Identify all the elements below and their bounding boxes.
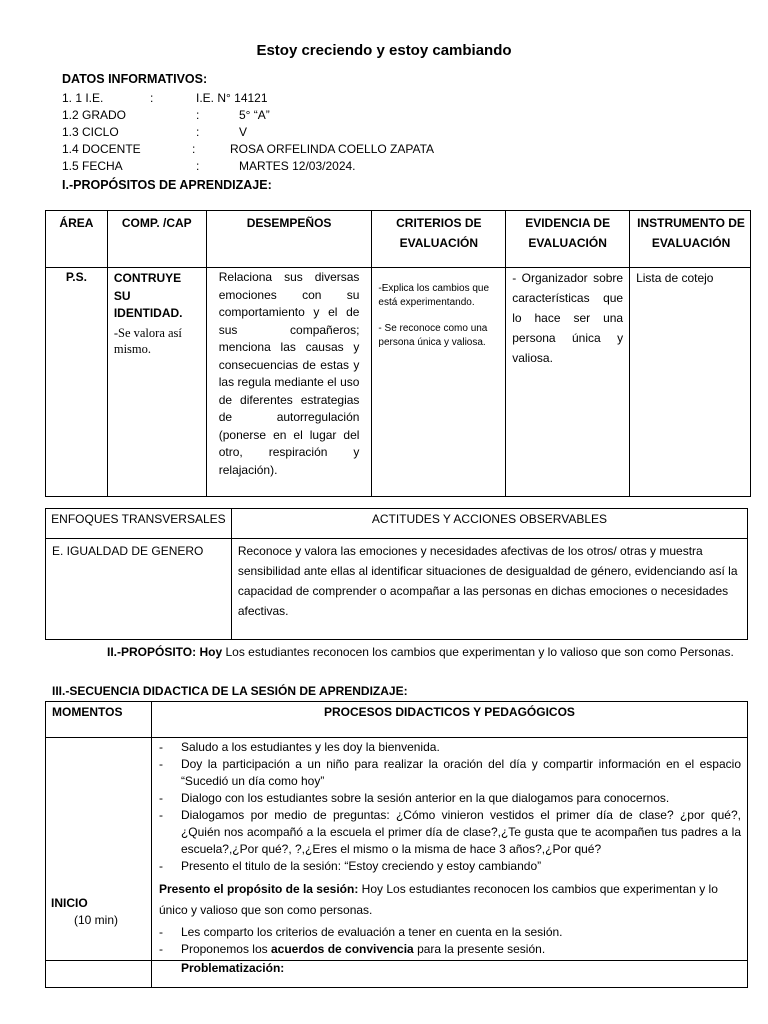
list-item-acuerdos (159, 941, 741, 958)
cell-area: P.S. (46, 268, 108, 497)
header-comp: COMP. /CAP (107, 211, 206, 268)
desempenos-text: Relaciona sus diversas emociones con su comportamiento y el de sus compañeros; menciona las causas y consecuencias de estas y las regula mediante el uso de diferentes estrategias de autorregulación (ponerse en el lugar del otro, respiración y relajación). (218, 270, 360, 477)
header-desempenos: DESEMPEÑOS (206, 211, 372, 268)
info-row-ciclo (62, 125, 582, 142)
header-procesos: PROCESOS DIDACTICOS Y PEDAGÓGICOS (151, 702, 747, 738)
secuencia-table (45, 701, 748, 988)
info-sep: : (150, 91, 154, 105)
proposito-text: Los estudiantes reconocen los cambios que experimentan y lo valioso que son como Personas. (225, 645, 734, 659)
proposito-hoy: Hoy (199, 645, 223, 659)
header-evidencia: EVIDENCIA DE EVALUACIÓN (506, 211, 630, 268)
info-value: I.E. N° 14121 (196, 91, 268, 105)
info-label: 1.5 FECHA (62, 159, 123, 173)
document-title: Estoy creciendo y estoy cambiando (256, 42, 512, 59)
criterios-list (152, 924, 747, 958)
propositos-table (45, 210, 751, 497)
list-item: - Les comparto los criterios de evaluación a tener en cuenta en la sesión. (159, 924, 741, 941)
info-label: 1.3 CICLO (62, 125, 119, 139)
acuerdos-pre: Proponemos los (180, 942, 268, 956)
evidencia-text: - Organizador sobre características que lo hace ser una persona única y valiosa. (512, 271, 624, 365)
cell-procesos (151, 738, 747, 961)
enfoques-table (45, 508, 748, 640)
section-secuencia-heading: III.-SECUENCIA DIDACTICA DE LA SESIÓN DE APRENDIZAJE: (52, 684, 408, 698)
list-item: - Presento el titulo de la sesión: “Estoy creciendo y estoy cambiando” (159, 858, 741, 875)
cell-evidencia (506, 268, 630, 497)
cell-comp (107, 268, 206, 497)
info-value: 5° “A” (239, 108, 270, 122)
info-row-fecha (62, 159, 582, 176)
info-sep: : (192, 142, 196, 156)
cell-criterios (372, 268, 506, 497)
list-item: - Dialogamos por medio de preguntas: ¿Cómo vinieron vestidos el primer día de clase? ¿por qué?, ¿Quién nos acompañó a la escuela el primer día de clase?,¿Te gusta que te acompañen tus padres a la escuela?,¿Por qué?, ?,¿Eres el mismo o la misma de hace 3 años?,¿Por qué? (159, 807, 741, 858)
info-value: MARTES 12/03/2024. (239, 159, 356, 173)
criterio-1: -Explica los cambios que está experimentando. (378, 283, 490, 308)
proposito-label: II.-PROPÓSITO: (107, 645, 197, 659)
header-momentos: MOMENTOS (46, 702, 152, 738)
header-instrumento: INSTRUMENTO DE EVALUACIÓN (630, 211, 751, 268)
presento-text: Hoy Los estudiantes reconocen los cambios que experimentan y lo único y valioso que son como personas. (158, 882, 718, 917)
info-sep: : (196, 125, 200, 139)
actividades-list (152, 738, 747, 875)
header-enfoques: ENFOQUES TRANSVERSALES (46, 509, 232, 539)
cell-enfoque: E. IGUALDAD DE GENERO (46, 539, 232, 640)
criterio-2: - Se reconoce como una persona única y valiosa. (378, 323, 488, 348)
info-row-grado (62, 108, 582, 125)
instrumento-text: Lista de cotejo (636, 271, 714, 285)
momento-inicio: INICIO (51, 896, 88, 910)
header-criterios: CRITERIOS DE EVALUACIÓN (372, 211, 506, 268)
cell-momento (46, 738, 152, 961)
header-actitudes: ACTITUDES Y ACCIONES OBSERVABLES (231, 509, 747, 539)
presento-proposito (152, 875, 747, 924)
list-item: - Doy la participación a un niño para realizar la oración del día y compartir información en el espacio “Sucedió un día como hoy” (159, 756, 741, 790)
header-area: ÁREA (46, 211, 108, 268)
list-item: - Dialogo con los estudiantes sobre la sesión anterior en la que dialogamos para conocernos. (159, 790, 741, 807)
datos-heading: DATOS INFORMATIVOS: (62, 72, 208, 86)
info-label: 1.2 GRADO (62, 108, 127, 122)
comp-competencia: CONTRUYE SU IDENTIDAD. (113, 271, 183, 320)
presento-label: Presento el propósito de la sesión: (158, 882, 359, 896)
cell-instrumento (630, 268, 751, 497)
cell-actitudes: Reconoce y valora las emociones y necesidades afectivas de los otros/ otras y muestra sensibilidad ante ellas al identificar situaciones de desigualdad de género, evidenciando así la capacidad de comprender o acompañar a las personas en dichas emociones o necesidades afectivas. (231, 539, 747, 640)
info-sep: : (196, 159, 200, 173)
info-label: 1. 1 I.E. (62, 91, 104, 105)
info-row-docente (62, 142, 582, 159)
acuerdos-bold: acuerdos de convivencia (271, 942, 414, 956)
acuerdos-post: para la presente sesión. (417, 942, 546, 956)
info-value: ROSA ORFELINDA COELLO ZAPATA (230, 142, 435, 156)
list-item: - Saludo a los estudiantes y les doy la bienvenida. (159, 739, 741, 756)
problematizacion-label: Problematización: (151, 961, 747, 988)
proposito-paragraph (107, 641, 737, 663)
info-sep: : (196, 108, 200, 122)
info-value: V (239, 125, 248, 139)
cell-momento-empty (46, 961, 152, 988)
comp-capacidad: -Se valora así mismo. (113, 325, 182, 356)
momento-duracion: (10 min) (74, 913, 119, 927)
info-label: 1.4 DOCENTE (62, 142, 141, 156)
cell-desempenos (206, 268, 372, 497)
info-row-ie (62, 91, 582, 108)
section-propositos-heading: I.-PROPÓSITOS DE APRENDIZAJE: (62, 178, 272, 192)
